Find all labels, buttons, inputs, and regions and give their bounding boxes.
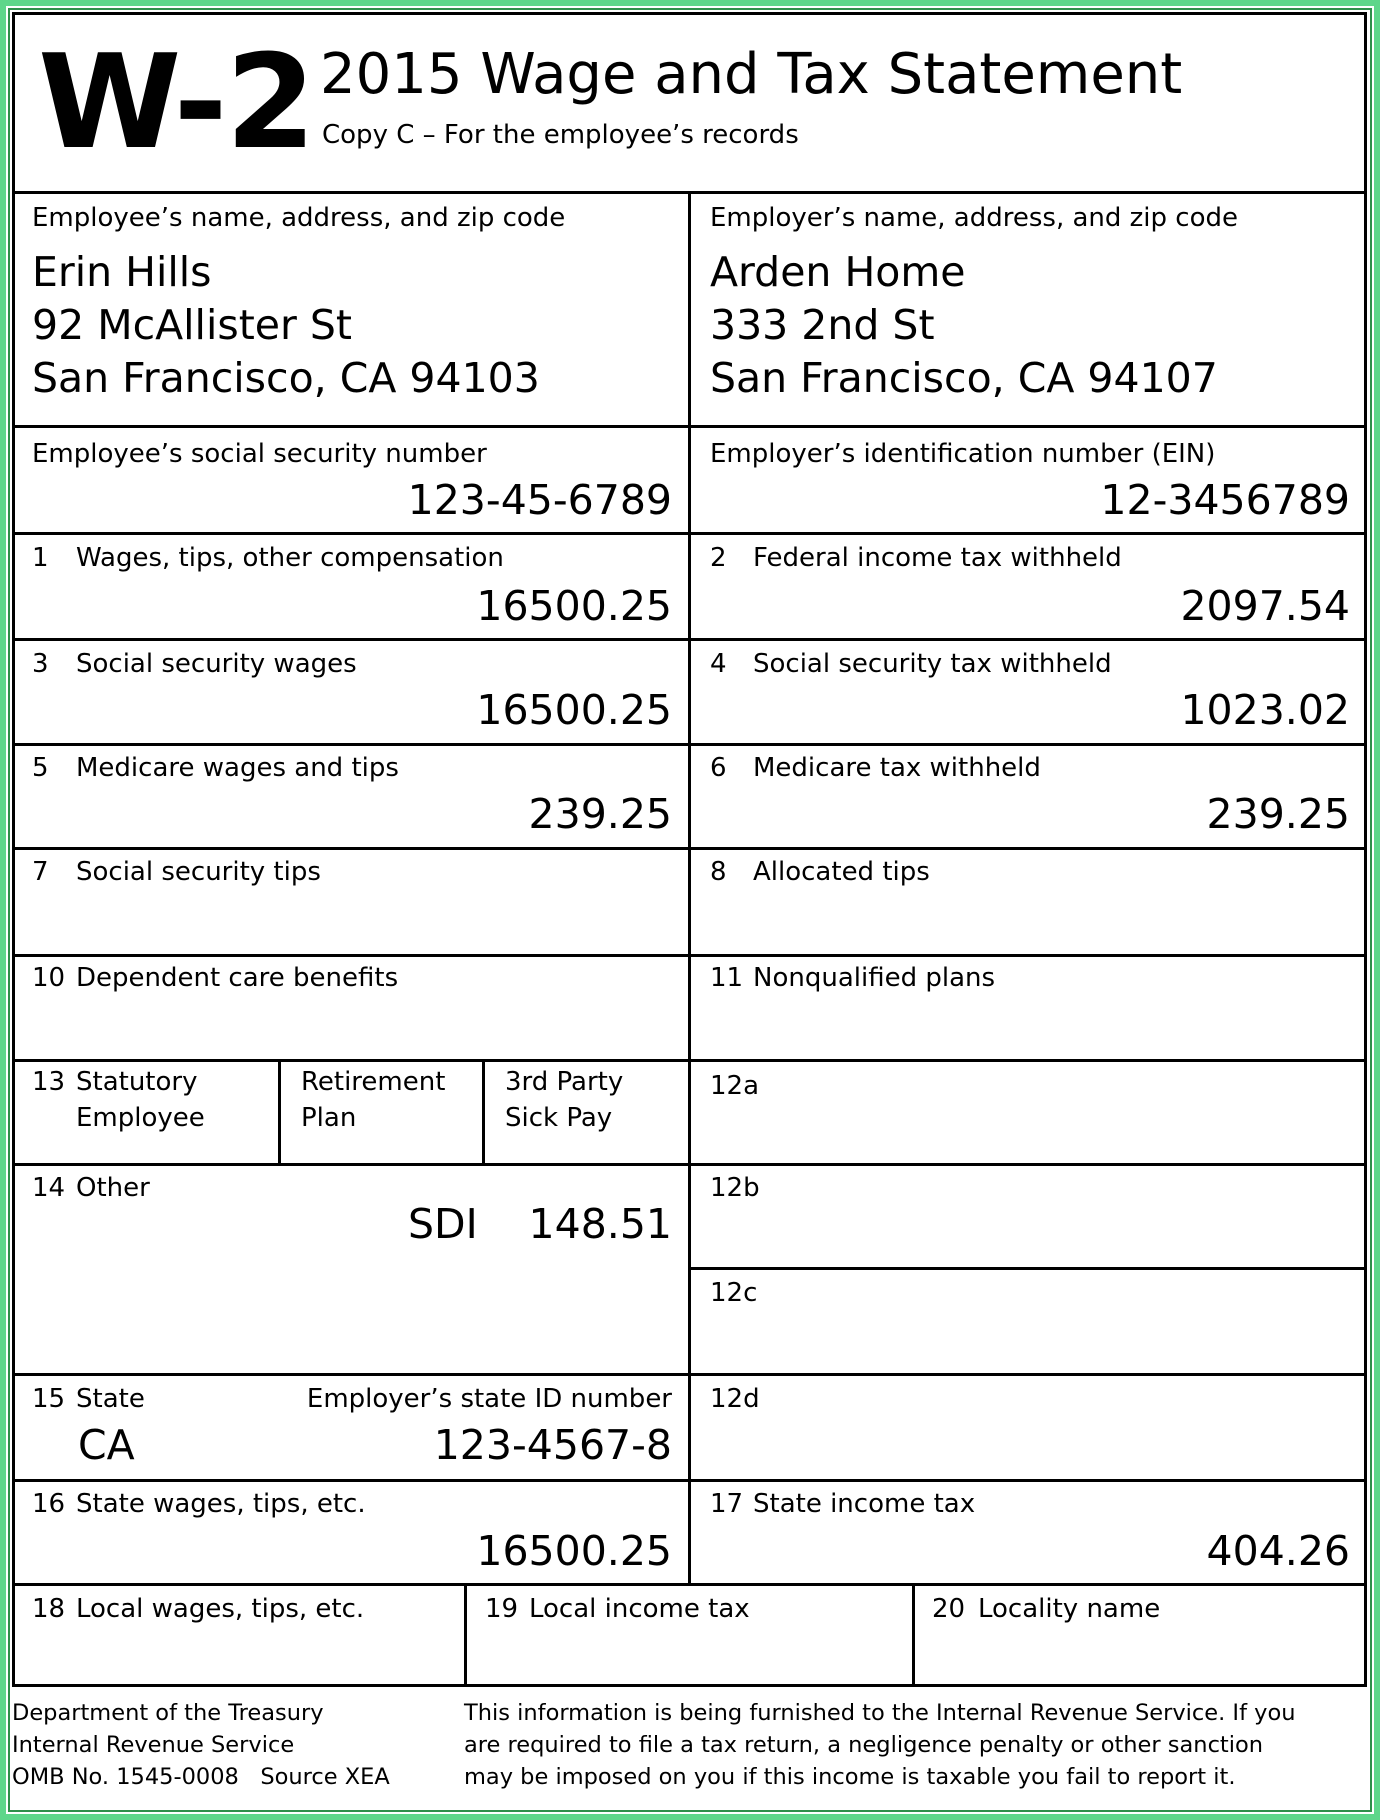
box4-value: 1023.02 [1180,686,1350,734]
footer-omb-line: OMB No. 1545-0008 Source XEA [12,1764,390,1790]
form-subtitle: Copy C – For the employee’s records [322,120,799,150]
box16-num: 16 [32,1489,66,1519]
box6-num: 6 [710,753,727,783]
employee-label: Employee’s name, address, and zip code [32,203,566,233]
box8-num: 8 [710,857,727,887]
box20-label: Locality name [978,1594,1161,1624]
employer-name: Arden Home [710,248,966,296]
footer-notice-line2: are required to file a tax return, a negligence penalty or other sanction [464,1732,1264,1758]
box3-value: 16500.25 [476,686,672,734]
box2-num: 2 [710,543,727,573]
box6-label: Medicare tax withheld [753,753,1041,783]
box8-label: Allocated tips [753,857,930,887]
box16-label: State wages, tips, etc. [76,1489,366,1519]
box13-statutory-line1: Statutory [76,1067,198,1097]
box11-num: 11 [710,963,744,993]
box12c-label: 12c [710,1278,758,1308]
box14-num: 14 [32,1173,66,1203]
box11-label: Nonqualified plans [753,963,996,993]
box15-id-value: 123-4567-8 [433,1421,672,1469]
rule [482,1059,485,1163]
box20-num: 20 [932,1594,966,1624]
ssn-value: 123-45-6789 [407,476,672,524]
box1-value: 16500.25 [476,582,672,630]
footer-notice-line1: This information is being furnished to the Internal Revenue Service. If you [464,1700,1296,1726]
footer-notice-line3: may be imposed on you if this income is taxable you fail to report it. [464,1764,1236,1790]
box1-num: 1 [32,543,49,573]
employee-city: San Francisco, CA 94103 [32,354,540,402]
box7-num: 7 [32,857,49,887]
box14-label: Other [76,1173,150,1203]
box18-label: Local wages, tips, etc. [76,1594,365,1624]
employee-street: 92 McAllister St [32,301,352,349]
employer-street: 333 2nd St [710,301,935,349]
box13-num: 13 [32,1067,66,1097]
box12b-label: 12b [710,1173,760,1203]
box5-value: 239.25 [528,790,672,838]
box12a-label: 12a [710,1071,760,1101]
box15-label: State [76,1384,145,1414]
box17-num: 17 [710,1489,744,1519]
box4-num: 4 [710,649,727,679]
ein-label: Employer’s identification number (EIN) [710,439,1216,469]
rule [278,1059,281,1163]
rule [912,1583,915,1687]
box3-label: Social security wages [76,649,357,679]
box15-state: CA [78,1421,135,1469]
ein-value: 12-3456789 [1100,476,1350,524]
box15-id-label: Employer’s state ID number [306,1384,672,1414]
rule [12,1583,1367,1586]
box16-value: 16500.25 [476,1527,672,1575]
box19-num: 19 [485,1594,519,1624]
box7-label: Social security tips [76,857,321,887]
box13-sickpay-line2: Sick Pay [505,1103,613,1133]
employer-label: Employer’s name, address, and zip code [710,203,1238,233]
rule [688,191,691,1583]
box6-value: 239.25 [1206,790,1350,838]
box13-statutory-line2: Employee [76,1103,205,1133]
employer-city: San Francisco, CA 94107 [710,354,1218,402]
box5-num: 5 [32,753,49,783]
box18-num: 18 [32,1594,66,1624]
box13-retirement-line1: Retirement [301,1067,446,1097]
form-title: 2015 Wage and Tax Statement [320,42,1183,107]
box13-retirement-line2: Plan [301,1103,357,1133]
box4-label: Social security tax withheld [753,649,1112,679]
box1-label: Wages, tips, other compensation [76,543,504,573]
rule [464,1583,467,1687]
box2-value: 2097.54 [1180,582,1350,630]
box13-sickpay-line1: 3rd Party [505,1067,624,1097]
box12d-label: 12d [710,1384,760,1414]
footer-agency-line1: Department of the Treasury [12,1700,324,1726]
employee-name: Erin Hills [32,248,212,296]
box14-code: SDI [408,1200,478,1248]
box2-label: Federal income tax withheld [753,543,1122,573]
footer-agency-line2: Internal Revenue Service [12,1732,295,1758]
box19-label: Local income tax [529,1594,750,1624]
box15-num: 15 [32,1384,66,1414]
rule [690,1267,1367,1270]
box14-value: 148.51 [528,1200,672,1248]
box3-num: 3 [32,649,49,679]
box17-label: State income tax [753,1489,976,1519]
box17-value: 404.26 [1206,1527,1350,1575]
box10-num: 10 [32,963,66,993]
box5-label: Medicare wages and tips [76,753,399,783]
box10-label: Dependent care benefits [76,963,399,993]
ssn-label: Employee’s social security number [32,439,487,469]
form-code: W-2 [38,26,314,178]
